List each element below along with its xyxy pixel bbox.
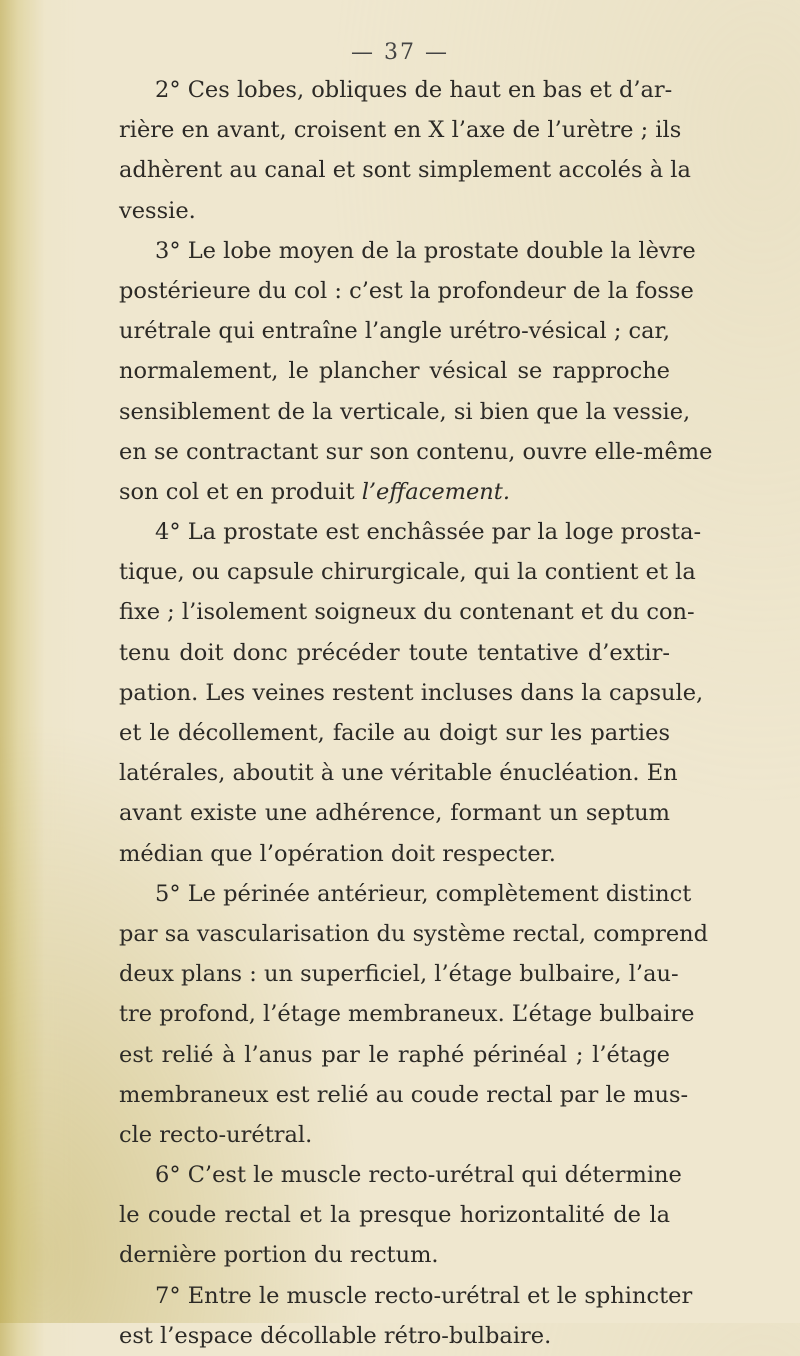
text-line-content: tique, ou capsule chirurgicale, qui la contient et la <box>119 559 696 586</box>
text-line-content: 7° Entre le muscle recto-urétral et le sphincter <box>155 1282 693 1309</box>
text-line-content: tre profond, l’étage membraneux. L’étage bulbaire <box>119 1001 695 1028</box>
text-line <box>119 70 673 110</box>
text-line <box>119 592 695 632</box>
text-line <box>119 231 696 271</box>
text-line-content: 3° Le lobe moyen de la prostate double la lèvre <box>155 237 696 264</box>
text-line <box>119 994 695 1034</box>
text-line <box>119 793 670 833</box>
text-line-content: est relié à l’anus par le raphé périnéal ; l’étage <box>119 1041 670 1068</box>
text-line <box>119 191 670 231</box>
text-line <box>119 1035 670 1075</box>
text-line <box>119 1276 693 1316</box>
text-line <box>119 1075 689 1115</box>
text-line <box>119 512 702 552</box>
text-line <box>119 1195 670 1235</box>
text-line-content: le coude rectal et la presque horizontalité de la <box>119 1202 670 1229</box>
text-line-content: urétrale qui entraîne l’angle urétro-vésical ; car, <box>119 318 670 345</box>
text-line <box>119 753 678 793</box>
text-line <box>119 392 691 432</box>
text-line <box>119 874 692 914</box>
text-line <box>119 633 670 673</box>
text-line-content: fixe ; l’isolement soigneux du contenant et du con- <box>119 599 695 626</box>
text-line-content: et le décollement, facile au doigt sur les parties <box>119 720 670 746</box>
text-line <box>119 713 670 753</box>
body-text <box>119 70 713 1356</box>
text-line-content: sensiblement de la verticale, si bien que la vessie, <box>119 398 691 425</box>
text-line <box>119 432 713 472</box>
text-line-content: 2° Ces lobes, obliques de haut en bas et d’ar- <box>155 77 673 103</box>
emphasized-term: l’effacement. <box>361 478 510 505</box>
text-line-content: cle recto-urétral. <box>119 1121 313 1148</box>
text-line <box>119 1316 670 1356</box>
text-line-content: deux plans : un superficiel, l’étage bulbaire, l’au- <box>119 961 679 988</box>
text-line <box>119 834 670 874</box>
text-line <box>119 1235 670 1275</box>
text-line-content: postérieure du col : c’est la profondeur de la fosse <box>119 277 694 304</box>
text-line-content: 4° La prostate est enchâssée par la loge prosta- <box>155 519 702 546</box>
text-line-content: dernière portion du rectum. <box>119 1242 439 1269</box>
text-line-content: tenu doit donc précéder toute tentative d’extir- <box>119 639 670 666</box>
text-line <box>119 150 691 190</box>
text-line-content: latérales, aboutit à une véritable énucléation. En <box>119 760 678 787</box>
text-line-content: normalement, le plancher vésical se rapproche <box>119 358 670 385</box>
text-line-content: membraneux est relié au coude rectal par le mus- <box>119 1081 689 1108</box>
text-line <box>119 271 694 311</box>
text-line <box>119 552 696 592</box>
text-line <box>119 914 709 954</box>
text-line <box>119 673 704 713</box>
text-line-content: vessie. <box>119 197 196 224</box>
text-line <box>119 110 682 150</box>
text-line-content: 6° C’est le muscle recto-urétral qui détermine <box>155 1162 682 1189</box>
text-line <box>119 472 670 512</box>
text-line <box>119 1115 670 1155</box>
text-line <box>119 311 670 351</box>
text-line-content: adhèrent au canal et sont simplement accolés à la <box>119 157 691 184</box>
text-line-content: en se contractant sur son contenu, ouvre elle-même <box>119 438 713 465</box>
text-line <box>119 954 679 994</box>
page-number: — 37 — <box>351 40 449 65</box>
text-line-content: rière en avant, croisent en X l’axe de l’urètre ; ils <box>119 117 682 144</box>
text-line-content: son col et en produit <box>119 478 362 505</box>
text-line-content: pation. Les veines restent incluses dans la capsule, <box>119 679 704 706</box>
text-line <box>119 1155 682 1195</box>
text-line-content: est l’espace décollable rétro-bulbaire. <box>119 1322 552 1349</box>
text-line-content: 5° Le périnée antérieur, complètement distinct <box>155 880 692 907</box>
text-line-content: par sa vascularisation du système rectal, comprend <box>119 920 709 947</box>
text-line <box>119 351 670 391</box>
text-line-content: avant existe une adhérence, formant un septum <box>119 800 670 827</box>
text-line-content: médian que l’opération doit respecter. <box>119 840 556 867</box>
